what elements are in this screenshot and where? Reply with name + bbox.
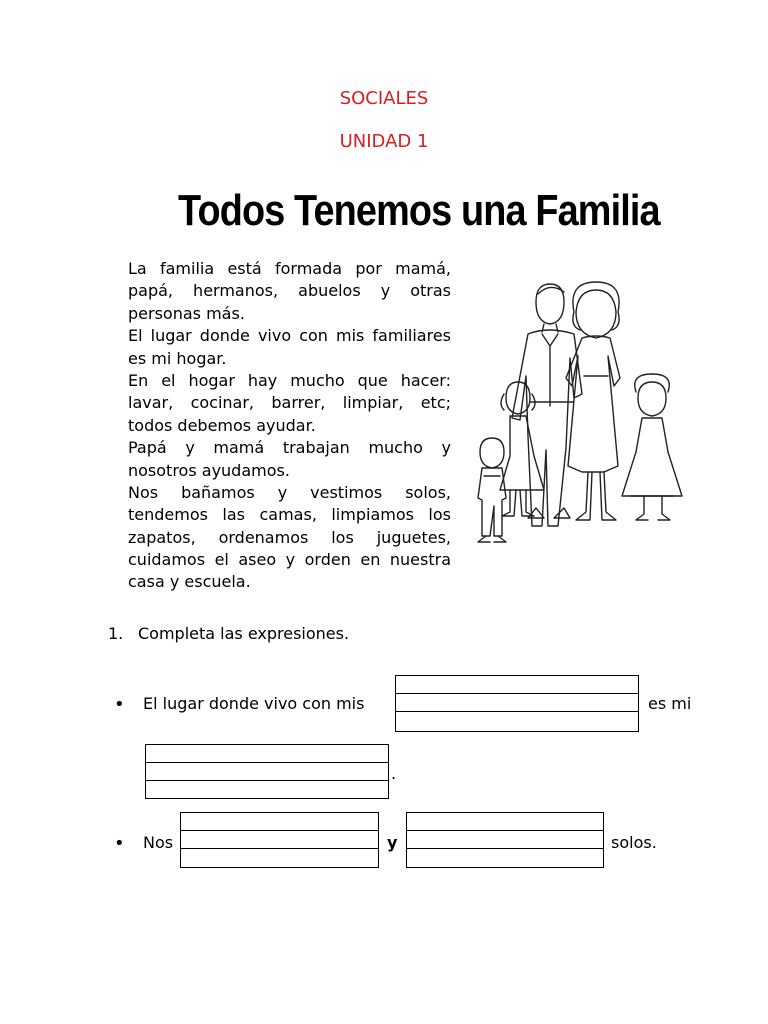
- text-line: tendemos las camas, limpiamos los: [128, 505, 451, 525]
- page-title: Todos Tenemos una Familia: [178, 186, 660, 235]
- text-line: La familia está formada por mamá,: [128, 259, 451, 278]
- answer-line[interactable]: [146, 781, 388, 798]
- item1-second-answer-box[interactable]: [145, 744, 389, 799]
- item2-second-answer-box[interactable]: [406, 812, 604, 868]
- answer-line[interactable]: [407, 813, 603, 831]
- family-illustration-icon: [466, 272, 692, 562]
- answer-line[interactable]: [181, 813, 378, 831]
- exercise-instruction: [108, 624, 349, 643]
- bullet-icon: •: [114, 833, 125, 854]
- answer-line[interactable]: [181, 831, 378, 849]
- answer-line[interactable]: [396, 676, 638, 694]
- item2-text-after: solos.: [611, 833, 657, 852]
- daughter-figure-icon: [622, 374, 682, 520]
- text-line: casa y escuela.: [128, 572, 251, 592]
- bullet-icon: •: [114, 694, 125, 715]
- text-line: personas más.: [128, 303, 245, 323]
- item2-first-answer-box[interactable]: [180, 812, 379, 868]
- item1-text-before: El lugar donde vivo con mis: [143, 694, 365, 713]
- item2-text-middle: y: [387, 833, 398, 852]
- text-line: lavar, cocinar, barrer, limpiar, etc;: [128, 393, 451, 413]
- answer-line[interactable]: [396, 694, 638, 712]
- text-line: todos debemos ayudar.: [128, 415, 316, 435]
- item1-period: .: [391, 764, 397, 783]
- answer-line[interactable]: [407, 849, 603, 867]
- text-line: cuidamos el aseo y orden en nuestra: [128, 550, 451, 570]
- text-line: Nos bañamos y vestimos solos,: [128, 482, 451, 502]
- item2-text-before: Nos: [143, 833, 174, 852]
- unit-heading: UNIDAD 1: [339, 131, 429, 152]
- reading-paragraph: [128, 258, 451, 594]
- text-line: zapatos, ordenamos los juguetes,: [128, 527, 451, 547]
- text-line: En el hogar hay mucho que hacer:: [128, 370, 451, 390]
- answer-line[interactable]: [146, 745, 388, 763]
- subject-heading: SOCIALES: [339, 88, 429, 109]
- answer-line[interactable]: [181, 849, 378, 867]
- text-line: es mi hogar.: [128, 348, 227, 368]
- mother-figure-icon: [566, 282, 620, 520]
- instruction-text: Completa las expresiones.: [138, 624, 350, 643]
- answer-line[interactable]: [146, 763, 388, 781]
- text-line: Papá y mamá trabajan mucho y: [128, 438, 451, 458]
- answer-line[interactable]: [396, 712, 638, 731]
- exercise-number: 1.: [108, 624, 124, 643]
- item1-answer-box[interactable]: [395, 675, 639, 732]
- text-line: El lugar donde vivo con mis familiares: [128, 326, 451, 346]
- text-line: papá, hermanos, abuelos y otras: [128, 281, 451, 301]
- text-line: nosotros ayudamos.: [128, 460, 290, 480]
- answer-line[interactable]: [407, 831, 603, 849]
- item1-text-after: es mi: [648, 694, 692, 713]
